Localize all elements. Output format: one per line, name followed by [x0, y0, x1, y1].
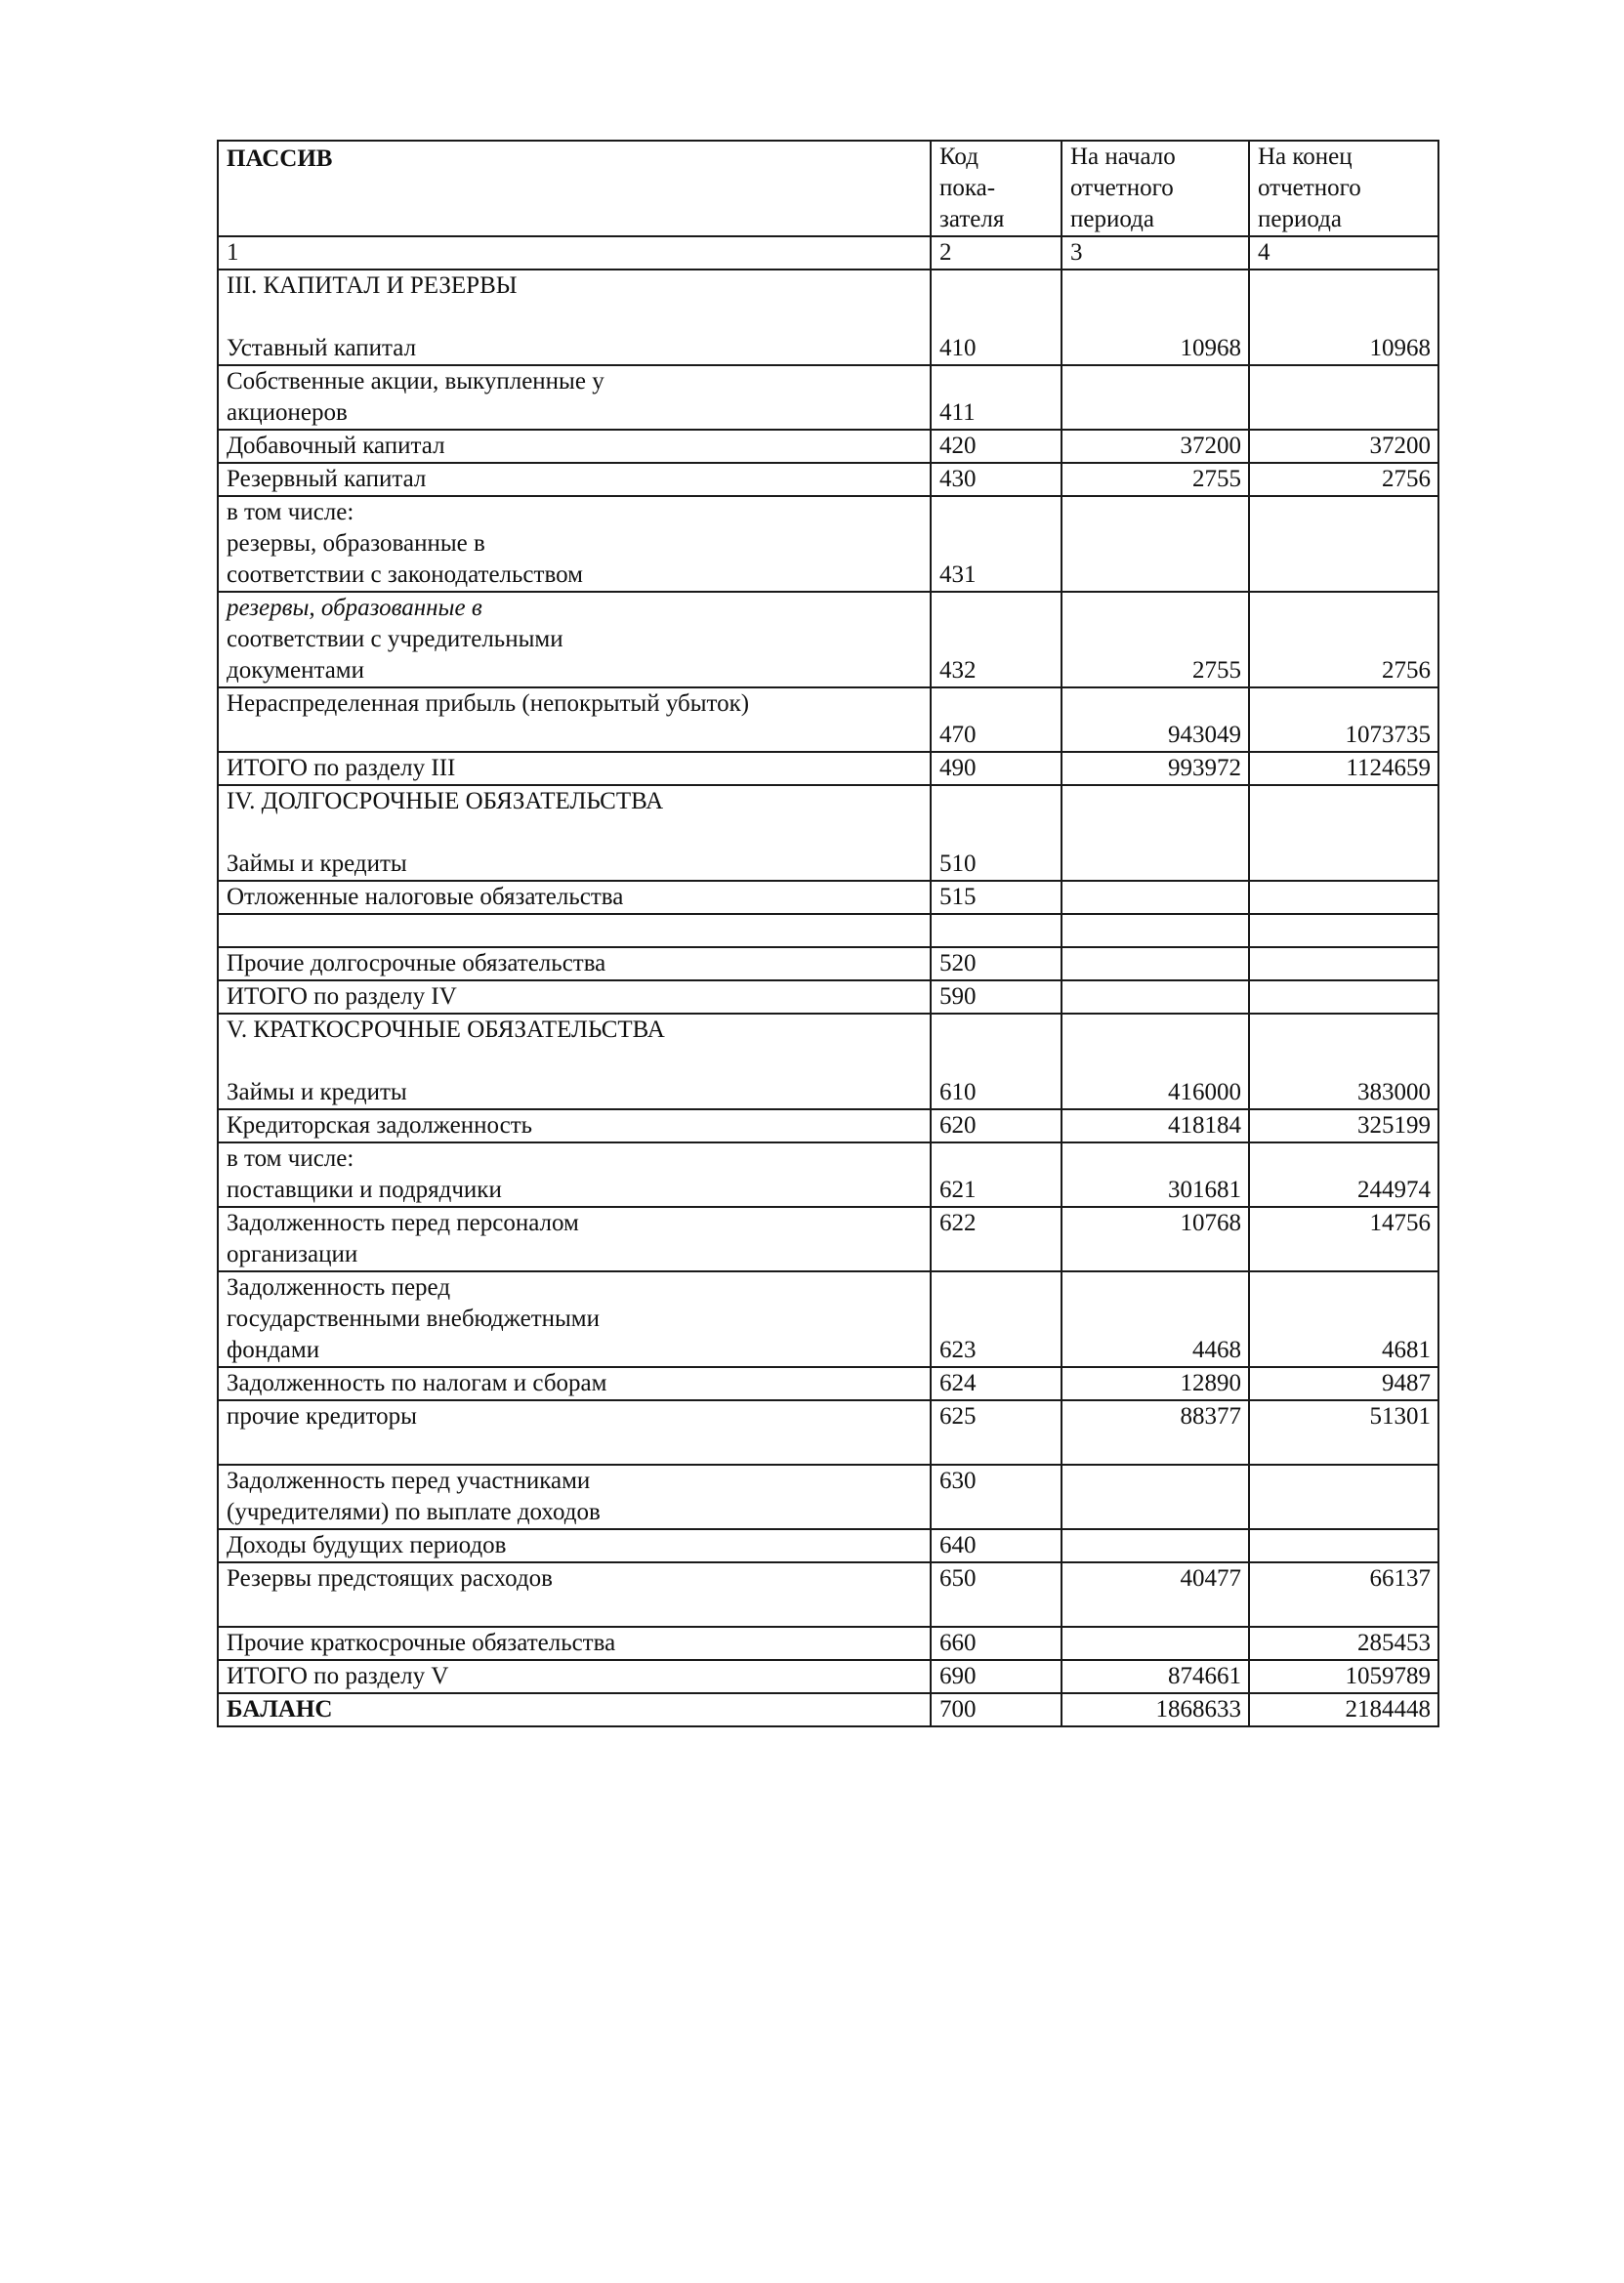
row-code: 590	[931, 980, 1062, 1014]
table-row	[218, 592, 1438, 687]
row-code: 625	[931, 1400, 1062, 1465]
row-label-line: Задолженность перед участниками	[227, 1468, 591, 1494]
header-code-line: Код	[939, 144, 979, 170]
row-value-start	[1062, 365, 1249, 430]
table-row	[218, 1109, 1438, 1142]
row-label-line: в том числе:	[227, 1145, 354, 1172]
table-row	[218, 1693, 1438, 1726]
row-label-line: государственными внебюджетными	[227, 1306, 601, 1332]
row-value-end: 244974	[1249, 1142, 1438, 1207]
row-label-line	[227, 817, 923, 849]
row-label-line: ИТОГО по разделу III	[227, 755, 456, 781]
row-value-end	[1249, 365, 1438, 430]
table-row	[218, 752, 1438, 785]
row-value-start	[1062, 785, 1249, 881]
header-start-line: периода	[1070, 206, 1154, 232]
table-row	[218, 463, 1438, 496]
table-row	[218, 914, 1438, 947]
row-label-line	[227, 1432, 923, 1464]
row-label-line	[227, 915, 923, 946]
row-label-line: в том числе:	[227, 499, 354, 525]
row-label-line: ИТОГО по разделу IV	[227, 983, 457, 1010]
row-value-start: 40477	[1062, 1562, 1249, 1627]
table-row	[218, 496, 1438, 592]
row-label-line: III. КАПИТАЛ И РЕЗЕРВЫ	[227, 272, 518, 299]
row-code: 624	[931, 1367, 1062, 1400]
header-code	[931, 141, 1062, 236]
row-value-end: 2756	[1249, 592, 1438, 687]
row-label-line: прочие кредиторы	[227, 1403, 417, 1430]
row-code: 411	[931, 365, 1062, 430]
header-code-line: пока-	[939, 175, 996, 201]
row-value-start	[1062, 980, 1249, 1014]
row-label	[218, 881, 931, 914]
row-label	[218, 785, 931, 881]
row-label-line: Собственные акции, выкупленные у	[227, 368, 604, 394]
row-label	[218, 752, 931, 785]
table-row	[218, 1562, 1438, 1627]
row-code: 510	[931, 785, 1062, 881]
row-value-start	[1062, 881, 1249, 914]
row-value-end: 51301	[1249, 1400, 1438, 1465]
table-row	[218, 430, 1438, 463]
row-code: 623	[931, 1271, 1062, 1367]
row-code: 700	[931, 1693, 1062, 1726]
row-label-line: документами	[227, 657, 365, 684]
table-row	[218, 980, 1438, 1014]
row-code: 610	[931, 1014, 1062, 1109]
row-label-line: Добавочный капитал	[227, 433, 445, 459]
row-code: 660	[931, 1627, 1062, 1660]
row-code: 620	[931, 1109, 1062, 1142]
row-label-line: Займы и кредиты	[227, 1079, 407, 1105]
row-label	[218, 592, 931, 687]
row-code: 520	[931, 947, 1062, 980]
table-row	[218, 1207, 1438, 1271]
row-value-end: 1059789	[1249, 1660, 1438, 1693]
row-label-line: Уставный капитал	[227, 335, 417, 361]
row-label-line: Задолженность по налогам и сборам	[227, 1370, 607, 1396]
row-value-end	[1249, 947, 1438, 980]
row-code: 515	[931, 881, 1062, 914]
row-label-line: (учредителями) по выплате доходов	[227, 1499, 601, 1525]
row-value-start: 88377	[1062, 1400, 1249, 1465]
balance-sheet-liabilities-table	[217, 140, 1439, 1727]
row-code: 470	[931, 687, 1062, 752]
row-code: 432	[931, 592, 1062, 687]
row-label-line	[227, 1046, 923, 1077]
table-row	[218, 687, 1438, 752]
row-value-start	[1062, 914, 1249, 947]
row-code: 490	[931, 752, 1062, 785]
row-label-line: Резервный капитал	[227, 466, 427, 492]
row-value-start: 37200	[1062, 430, 1249, 463]
row-value-end: 66137	[1249, 1562, 1438, 1627]
row-value-end: 2756	[1249, 463, 1438, 496]
row-value-end: 10968	[1249, 270, 1438, 365]
row-label-line	[227, 302, 923, 333]
row-code: 690	[931, 1660, 1062, 1693]
row-label-line: Резервы предстоящих расходов	[227, 1565, 553, 1592]
row-label	[218, 1693, 931, 1726]
row-value-end: 37200	[1249, 430, 1438, 463]
row-label-line: Прочие долгосрочные обязательства	[227, 950, 606, 976]
row-label	[218, 1271, 931, 1367]
table-row	[218, 785, 1438, 881]
row-code: 640	[931, 1529, 1062, 1562]
row-label-line: поставщики и подрядчики	[227, 1177, 502, 1203]
row-value-start: 2755	[1062, 592, 1249, 687]
row-value-end: 1073735	[1249, 687, 1438, 752]
row-label	[218, 1207, 931, 1271]
header-end-line: На конец	[1258, 144, 1353, 170]
row-label-line: Займы и кредиты	[227, 851, 407, 877]
row-label-line: акционеров	[227, 399, 348, 426]
row-label	[218, 1529, 931, 1562]
row-label	[218, 1014, 931, 1109]
row-value-start	[1062, 496, 1249, 592]
table-row	[218, 947, 1438, 980]
row-label-line	[227, 1595, 923, 1626]
row-value-start: 301681	[1062, 1142, 1249, 1207]
column-index: 3	[1062, 236, 1249, 270]
column-index: 4	[1249, 236, 1438, 270]
row-code	[931, 914, 1062, 947]
row-value-end	[1249, 496, 1438, 592]
row-label	[218, 270, 931, 365]
row-value-start: 418184	[1062, 1109, 1249, 1142]
row-label	[218, 1562, 931, 1627]
row-value-start: 943049	[1062, 687, 1249, 752]
row-code: 410	[931, 270, 1062, 365]
row-label	[218, 1142, 931, 1207]
row-label	[218, 687, 931, 752]
row-value-start	[1062, 1627, 1249, 1660]
row-label	[218, 1660, 931, 1693]
row-value-start: 4468	[1062, 1271, 1249, 1367]
row-value-end: 9487	[1249, 1367, 1438, 1400]
row-label-line: фондами	[227, 1337, 320, 1363]
row-label-line: Нераспределенная прибыль (непокрытый убыток)	[227, 690, 750, 717]
row-value-end: 1124659	[1249, 752, 1438, 785]
row-label-line: IV. ДОЛГОСРОЧНЫЕ ОБЯЗАТЕЛЬСТВА	[227, 788, 664, 814]
header-start-line: отчетного	[1070, 175, 1174, 201]
header-row	[218, 141, 1438, 236]
row-label-line: Прочие краткосрочные обязательства	[227, 1630, 616, 1656]
row-value-start	[1062, 1465, 1249, 1529]
row-label-line: резервы, образованные в	[227, 595, 482, 621]
row-label-line: организации	[227, 1241, 358, 1267]
table-row	[218, 365, 1438, 430]
row-label-line: соответствии с законодательством	[227, 561, 583, 588]
row-value-start: 10968	[1062, 270, 1249, 365]
table-row	[218, 1014, 1438, 1109]
row-value-end	[1249, 785, 1438, 881]
row-value-end: 2184448	[1249, 1693, 1438, 1726]
row-label	[218, 1109, 931, 1142]
row-label	[218, 914, 931, 947]
row-label-line: Доходы будущих периодов	[227, 1532, 507, 1558]
row-label	[218, 1465, 931, 1529]
row-label	[218, 365, 931, 430]
column-index-row	[218, 236, 1438, 270]
row-label-line: БАЛАНС	[227, 1696, 333, 1723]
row-label	[218, 980, 931, 1014]
row-value-start	[1062, 947, 1249, 980]
row-value-end	[1249, 1529, 1438, 1562]
row-value-start: 416000	[1062, 1014, 1249, 1109]
table-row	[218, 270, 1438, 365]
row-label	[218, 463, 931, 496]
table-row	[218, 1142, 1438, 1207]
header-period-end	[1249, 141, 1438, 236]
table-row	[218, 1271, 1438, 1367]
row-label-line: резервы, образованные в	[227, 530, 485, 557]
table-body	[218, 141, 1438, 1726]
row-code: 622	[931, 1207, 1062, 1271]
row-value-start: 1868633	[1062, 1693, 1249, 1726]
row-label-line: Кредиторская задолженность	[227, 1112, 533, 1139]
table-row	[218, 1465, 1438, 1529]
row-value-start: 993972	[1062, 752, 1249, 785]
column-index: 2	[931, 236, 1062, 270]
row-value-end: 14756	[1249, 1207, 1438, 1271]
table-row	[218, 1627, 1438, 1660]
row-label	[218, 1400, 931, 1465]
row-value-start: 10768	[1062, 1207, 1249, 1271]
row-label-line: ИТОГО по разделу V	[227, 1663, 449, 1689]
row-label	[218, 1367, 931, 1400]
header-end-line: периода	[1258, 206, 1342, 232]
row-value-end: 4681	[1249, 1271, 1438, 1367]
row-label-line: Задолженность перед персоналом	[227, 1210, 579, 1236]
header-code-line: зателя	[939, 206, 1005, 232]
row-label-line: Отложенные налоговые обязательства	[227, 884, 624, 910]
row-value-end	[1249, 881, 1438, 914]
row-label-line: V. КРАТКОСРОЧНЫЕ ОБЯЗАТЕЛЬСТВА	[227, 1017, 665, 1043]
row-label	[218, 496, 931, 592]
table-row	[218, 1367, 1438, 1400]
table-row	[218, 881, 1438, 914]
row-value-start: 12890	[1062, 1367, 1249, 1400]
header-liabilities: ПАССИВ	[218, 141, 931, 236]
row-value-end: 325199	[1249, 1109, 1438, 1142]
row-value-end	[1249, 1465, 1438, 1529]
header-end-line: отчетного	[1258, 175, 1361, 201]
header-start-line: На начало	[1070, 144, 1176, 170]
header-period-start	[1062, 141, 1249, 236]
row-code: 430	[931, 463, 1062, 496]
row-code: 650	[931, 1562, 1062, 1627]
row-spacer	[227, 720, 923, 751]
row-code: 420	[931, 430, 1062, 463]
row-value-start: 874661	[1062, 1660, 1249, 1693]
row-code: 431	[931, 496, 1062, 592]
row-value-end: 285453	[1249, 1627, 1438, 1660]
row-value-start: 2755	[1062, 463, 1249, 496]
row-label-line: соответствии с учредительными	[227, 626, 563, 652]
table-row	[218, 1660, 1438, 1693]
row-label-line: Задолженность перед	[227, 1274, 451, 1301]
column-index: 1	[218, 236, 931, 270]
row-value-end	[1249, 980, 1438, 1014]
table-row	[218, 1529, 1438, 1562]
row-code: 630	[931, 1465, 1062, 1529]
row-label	[218, 1627, 931, 1660]
row-value-start	[1062, 1529, 1249, 1562]
row-value-end: 383000	[1249, 1014, 1438, 1109]
row-code: 621	[931, 1142, 1062, 1207]
row-label	[218, 430, 931, 463]
row-value-end	[1249, 914, 1438, 947]
row-label	[218, 947, 931, 980]
table-row	[218, 1400, 1438, 1465]
